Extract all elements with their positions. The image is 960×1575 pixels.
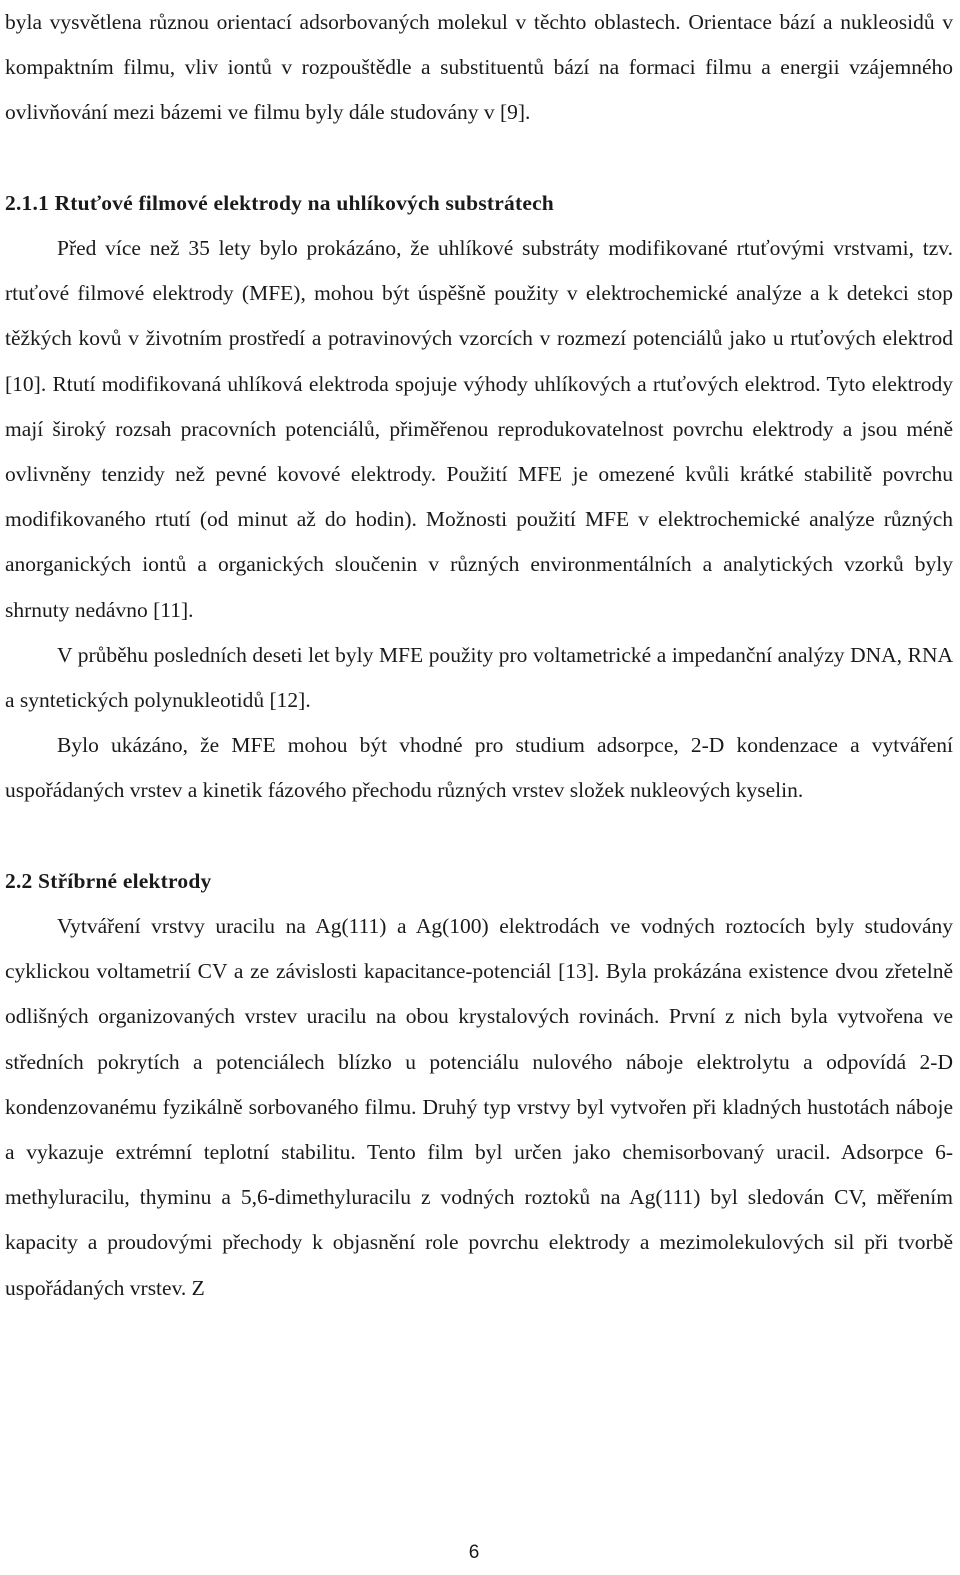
- body-paragraph-mfe-adsorption: Bylo ukázáno, že MFE mohou být vhodné pro studium adsorpce, 2-D kondenzace a vytváření uspořádaných vrstev a kinetik fázového přechodu různých vrstev složek nukleových kyselin.: [5, 733, 953, 803]
- body-paragraph-mfe-dna: V průběhu posledních deseti let byly MFE použity pro voltametrické a impedanční analýzy DNA, RNA a syntetických polynukleotidů [12].: [5, 642, 953, 713]
- section-heading-2-2: 2.2 Stříbrné elektrody: [5, 868, 212, 893]
- body-paragraph-mfe-overview: Před více než 35 lety bylo prokázáno, že uhlíkové substráty modifikované rtuťovými vrstvami, tzv. rtuťové filmové elektrody (MFE), mohou být úspěšně použity v elektrochemické analýze a k detekci stop těžkých kovů v životním prostředí a potravinových vzorcích v rozmezí potenciálů jako u rtuťových elektrod [10]. Rtutí modifikovaná uhlíková elektroda spojuje výhody uhlíkových a rtuťových elektrod. Tyto elektrody mají široký rozsah pracovních potenciálů, přiměřenou reprodukovatelnost povrchu elektrody a jsou méně ovlivněny tenzidy než pevné kovové elektrody. Použití MFE je omezené kvůli krátké stabilitě povrchu modifikovaného rtutí (od minut až do hodin). Možnosti použití MFE v elektrochemické analýze různých anorganických iontů a organických sloučenin v různých environmentálních a analytických vzorků byly shrnuty nedávno [11].: [5, 236, 953, 622]
- intro-paragraph: byla vysvětlena různou orientací adsorbovaných molekul v těchto oblastech. Orientace bází a nukleosidů v kompaktním filmu, vliv iontů v rozpouštědle a substituentů bází na formaci filmu a energii vzájemného ovlivňování mezi bázemi ve filmu byly dále studovány v [9].: [5, 10, 953, 125]
- section-spacer: [5, 814, 953, 859]
- document-page: [5, 0, 953, 1311]
- body-paragraph-silver-electrodes: Vytváření vrstvy uracilu na Ag(111) a Ag(100) elektrodách ve vodných roztocích byly studovány cyklickou voltametrií CV a ze závislosti kapacitance-potenciál [13]. Byla prokázána existence dvou zřetelně odlišných organizovaných vrstev uracilu na obou krystalových rovinách. První z nich byla vytvořena ve středních pokrytích a potenciálech blízko u potenciálu nulového náboje elektrolytu a odpovídá 2-D kondenzovanému fyzikálně sorbovaného filmu. Druhý typ vrstvy byl vytvořen při kladných hustotách náboje a vykazuje extrémní teplotní stabilitu. Tento film byl určen jako chemisorbovaný uracil. Adsorpce 6-methyluracilu, thyminu a 5,6-dimethyluracilu z vodných roztoků na Ag(111) byl sledován CV, měřením kapacity a proudovými přechody k objasnění role povrchu elektrody a mezimolekulových sil při tvorbě uspořádaných vrstev. Z: [5, 914, 953, 1300]
- section-spacer: [5, 136, 953, 181]
- section-heading-2-1-1: 2.1.1 Rtuťové filmové elektrody na uhlíkových substrátech: [5, 190, 554, 215]
- page-number: 6: [468, 1542, 480, 1563]
